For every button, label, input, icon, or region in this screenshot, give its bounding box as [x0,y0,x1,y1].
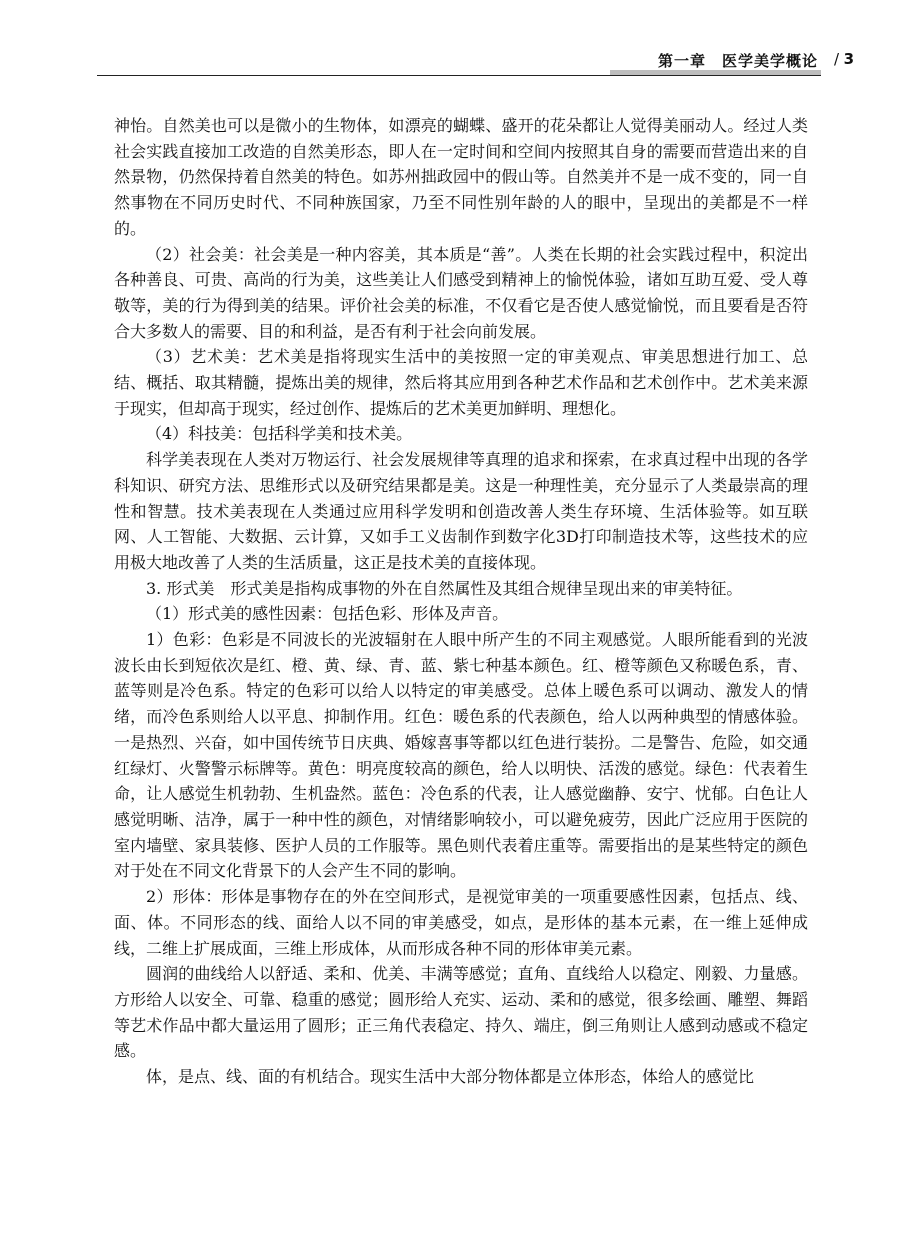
paragraph: （4）科技美：包括科学美和技术美。 [146,424,413,444]
paragraph: 3. 形式美 形式美是指构成事物的外在自然属性及其组合规律呈现出来的审美特征。 [146,578,743,598]
paragraph: 神怡。自然美也可以是微小的生物体，如漂亮的蝴蝶、盛开的花朵都让人觉得美丽动人。经过人类社会实践直接加工改造的自然美形态，即人在一定时间和空间内按照其自身的需要而营造出来的自然景物，仍然保持着自然美的特色。如苏州拙政园中的假山等。自然美并不是一成不变的，同一自然事物在不同历史时代、不同种族国家，乃至不同性别年龄的人的眼中，呈现出的美都是不一样的。 [114,116,808,238]
paragraph: 圆润的曲线给人以舒适、柔和、优美、丰满等感觉；直角、直线给人以稳定、刚毅、力量感。方形给人以安全、可靠、稳重的感觉；圆形给人充实、运动、柔和的感觉，很多绘画、雕塑、舞蹈等艺术作品中都大量运用了圆形；正三角代表稳定、持久、端庄，倒三角则让人感到动感或不稳定感。 [114,964,808,1061]
header-rule [97,75,821,76]
paragraph: （2）社会美：社会美是一种内容美，其本质是“善”。人类在长期的社会实践过程中，积淀出各种善良、可贵、高尚的行为美，这些美让人们感受到精神上的愉悦体验，诸如互助互爱、受人尊敬等，美的行为得到美的结果。评价社会美的标准，不仅看它是否使人感觉愉悦，而且要看是否符合大多数人的需要、目的和利益，是否有利于社会向前发展。 [114,244,808,341]
paragraph: （3）艺术美：艺术美是指将现实生活中的美按照一定的审美观点、审美思想进行加工、总结、概括、取其精髓，提炼出美的规律，然后将其应用到各种艺术作品和艺术创作中。艺术美来源于现实，但却高于现实，经过创作、提炼后的艺术美更加鲜明、理想化。 [114,347,808,418]
header-separator: / [833,50,839,68]
paragraph: 1）色彩：色彩是不同波长的光波辐射在人眼中所产生的不同主观感觉。人眼所能看到的光波波长由长到短依次是红、橙、黄、绿、青、蓝、紫七种基本颜色。红、橙等颜色又称暖色系，青、蓝等则是冷色系。特定的色彩可以给人以特定的审美感受。总体上暖色系可以调动、激发人的情绪，而冷色系则给人以平息、抑制作用。红色：暖色系的代表颜色，给人以两种典型的情感体验。一是热烈、兴奋，如中国传统节日庆典、婚嫁喜事等都以红色进行装扮。二是警告、危险，如交通红绿灯、火警警示标牌等。黄色：明亮度较高的颜色，给人以明快、活泼的感觉。绿色：代表着生命，让人感觉生机勃勃、生机盎然。蓝色：冷色系的代表，让人感觉幽静、安宁、忧郁。白色让人感觉明晰、洁净，属于一种中性的颜色，对情绪影响较小，可以避免疲劳，因此广泛应用于医院的室内墙壁、家具装修、医护人员的工作服等。黑色则代表着庄重等。需要指出的是某些特定的颜色对于处在不同文化背景下的人会产生不同的影响。 [114,630,808,881]
paragraph: 体，是点、线、面的有机结合。现实生活中大部分物体都是立体形态，体给人的感觉比 [146,1067,755,1087]
paragraph: （1）形式美的感性因素：包括色彩、形体及声音。 [146,604,509,624]
chapter-title: 第一章 医学美学概论 [657,52,818,70]
paragraph: 科学美表现在人类对万物运行、社会发展规律等真理的追求和探索，在求真过程中出现的各学科知识、研究方法、思维形式以及研究结果都是美。这是一种理性美，充分显示了人类最崇高的理性和智慧。技术美表现在人类通过应用科学发明和创造改善人类生存环境、生活体验等。如互联网、人工智能、大数据、云计算，又如手工义齿制作到数字化3D打印制造技术等，这些技术的应用极大地改善了人类的生活质量，这正是技术美的直接体现。 [114,450,808,572]
body-text [114,113,808,1090]
paragraph: 2）形体：形体是事物存在的外在空间形式，是视觉审美的一项重要感性因素，包括点、线、面、体。不同形态的线、面给人以不同的审美感受，如点，是形体的基本元素，在一维上延伸成线，二维上扩展成面，三维上形成体，从而形成各种不同的形体审美元素。 [114,887,808,958]
running-header [0,0,900,100]
page-number: 3 [843,50,854,68]
